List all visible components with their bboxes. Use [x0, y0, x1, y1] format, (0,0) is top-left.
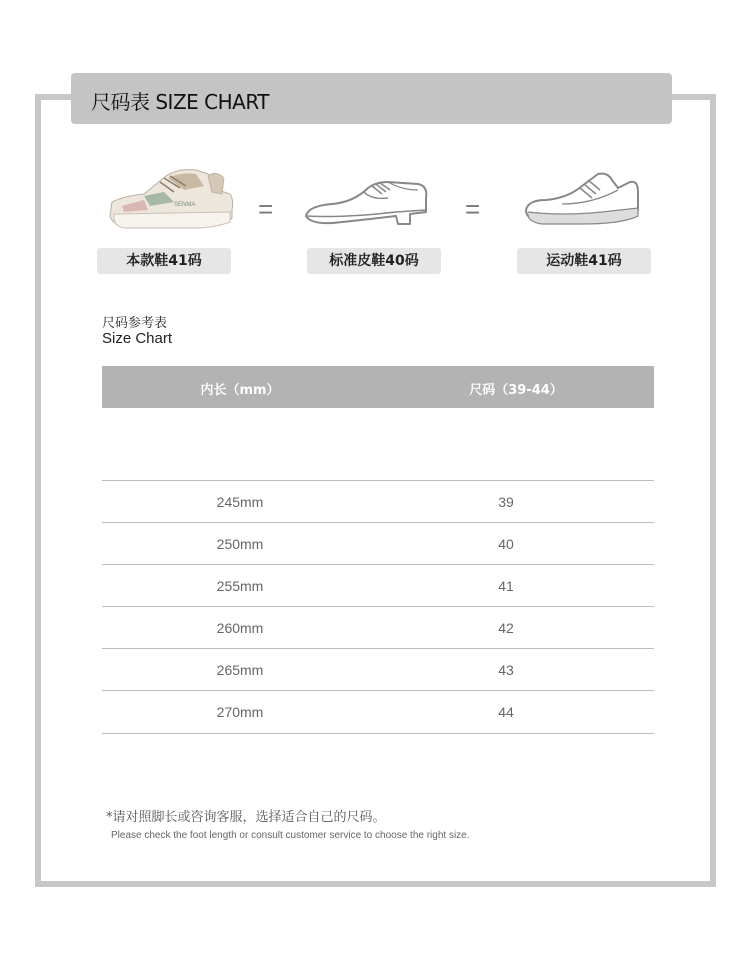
cell-size: 41	[498, 578, 514, 594]
cell-length: 250mm	[216, 536, 264, 552]
header-size: 尺码（39-44）	[469, 383, 563, 398]
cell-size: 40	[498, 536, 514, 552]
table-row	[102, 522, 654, 565]
title-bar	[71, 73, 672, 124]
cell-length: 270mm	[216, 704, 264, 720]
table-header	[102, 366, 654, 408]
tag-sports-shoe: 运动鞋41码	[517, 248, 651, 274]
table-row	[102, 480, 654, 523]
cell-length: 255mm	[216, 578, 264, 594]
equals-sign: =	[465, 194, 481, 224]
table-row	[102, 564, 654, 607]
cell-size: 43	[498, 662, 514, 678]
page-title: 尺码表 SIZE CHART	[91, 90, 269, 114]
table-row	[102, 606, 654, 649]
cell-size: 39	[498, 494, 514, 510]
svg-text:SENMA: SENMA	[174, 202, 196, 208]
cell-size: 42	[498, 620, 514, 636]
table-row	[102, 690, 654, 734]
equals-sign: =	[258, 194, 274, 224]
sneaker-photo-icon	[104, 166, 236, 232]
cell-length: 260mm	[216, 620, 264, 636]
tag-leather-shoe: 标准皮鞋40码	[307, 248, 441, 274]
note-en: Please check the foot length or consult customer service to choose the right size.	[111, 830, 470, 841]
header-inner-length: 内长（mm）	[200, 383, 280, 398]
reference-title-cn: 尺码参考表	[102, 316, 168, 331]
running-shoe-icon	[522, 170, 642, 228]
tag-current-shoe: 本款鞋41码	[97, 248, 231, 274]
note-cn: *请对照脚长或咨询客服，选择适合自己的尺码。	[106, 810, 386, 825]
table-row	[102, 648, 654, 691]
leather-shoe-icon	[302, 176, 432, 232]
cell-length: 245mm	[216, 494, 264, 510]
reference-title-en: Size Chart	[102, 330, 173, 347]
cell-length: 265mm	[216, 662, 264, 678]
cell-size: 44	[498, 704, 514, 720]
